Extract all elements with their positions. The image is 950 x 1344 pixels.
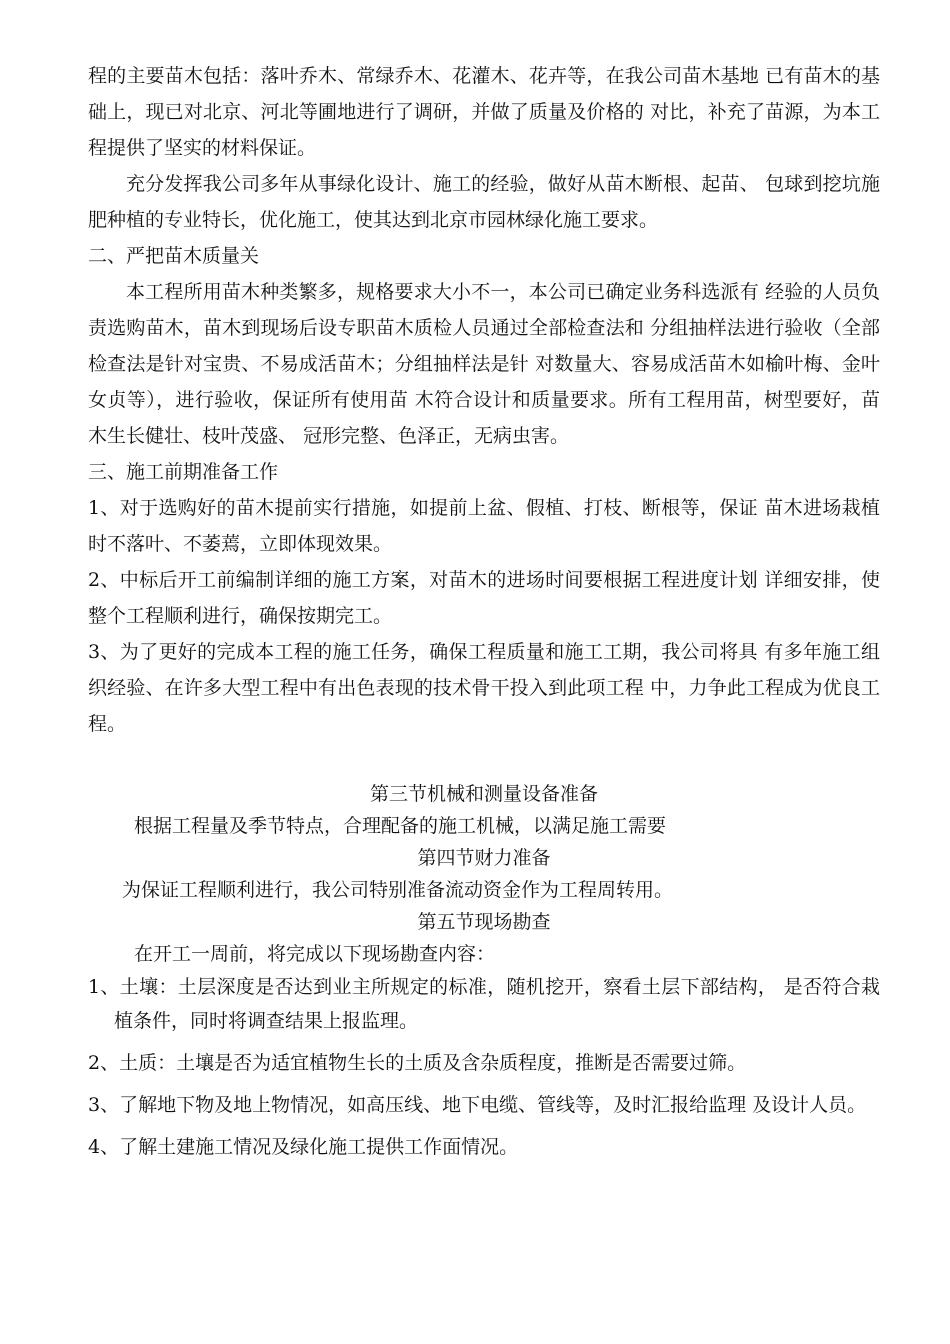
paragraph-finance: 为保证工程顺利进行，我公司特别准备流动资金作为工程周转用。 <box>122 879 674 901</box>
list-item-preparation-3: 3、为了更好的完成本工程的施工任务，确保工程质量和施工工期，我公司将具 有多年施工组织经验、在许多大型工程中有出色表现的技术骨干投入到此项工程 中，力争此工程成为优良工程。 <box>88 641 880 735</box>
section-title-site-survey: 第五节现场勘查 <box>417 911 551 933</box>
paragraph-experience: 充分发挥我公司多年从事绿化设计、施工的经验，做好从苗木断根、起苗、 包球到挖坑施肥种植的专业特长，优化施工，使其达到北京市园林绿化施工要求。 <box>88 173 880 231</box>
list-item-survey-2: 2、土质：土壤是否为适宜植物生长的土质及含杂质程度，推断是否需要过筛。 <box>88 1052 747 1074</box>
heading-quality-control: 二、严把苗木质量关 <box>88 245 260 267</box>
list-item-survey-4: 4、了解土建施工情况及绿化施工提供工作面情况。 <box>88 1136 519 1158</box>
paragraph-machinery: 根据工程量及季节特点，合理配备的施工机械，以满足施工需要 <box>134 815 667 837</box>
paragraph-site-survey-intro: 在开工一周前，将完成以下现场勘查内容： <box>134 943 496 965</box>
list-item-preparation-1: 1、对于选购好的苗木提前实行措施，如提前上盆、假植、打枝、断根等，保证 苗木进场栽植时不落叶、不萎蔫，立即体现效果。 <box>88 497 880 555</box>
list-item-survey-3: 3、了解地下物及地上物情况，如高压线、地下电缆、管线等，及时汇报给监理 及设计人员。 <box>88 1094 867 1116</box>
list-item-preparation-2: 2、中标后开工前编制详细的施工方案，对苗木的进场时间要根据工程进度计划 详细安排，使整个工程顺利进行，确保按期完工。 <box>88 569 880 627</box>
document-page <box>88 58 880 1164</box>
list-item-survey-1: 1、土壤：土层深度是否达到业主所规定的标准，随机挖开，察看土层下部结构， 是否符合栽植条件，同时将调查结果上报监理。 <box>88 976 880 1032</box>
paragraph-seedling-sources: 程的主要苗木包括：落叶乔木、常绿乔木、花灌木、花卉等，在我公司苗木基地 已有苗木的基础上，现已对北京、河北等圃地进行了调研，并做了质量及价格的 对比，补充了苗源，为本工程提供了坚实的材料保证。 <box>88 65 880 159</box>
paragraph-quality-control: 本工程所用苗木种类繁多，规格要求大小不一，本公司已确定业务科选派有 经验的人员负责选购苗木，苗木到现场后设专职苗木质检人员通过全部检查法和 分组抽样法进行验收（全部检查法是针对宝贵、不易成活苗木；分组抽样法是针 对数量大、容易成活苗木如榆叶梅、金叶女贞等），进行验收，保证所有使用苗 木符合设计和质量要求。所有工程用苗，树型要好，苗木生长健壮、枝叶茂盛、 冠形完整、色泽正，无病虫害。 <box>88 281 880 447</box>
section-title-machinery: 第三节机械和测量设备准备 <box>369 783 598 805</box>
heading-preparation: 三、施工前期准备工作 <box>88 461 279 483</box>
section-title-finance: 第四节财力准备 <box>417 847 551 869</box>
blank-line <box>88 742 880 778</box>
